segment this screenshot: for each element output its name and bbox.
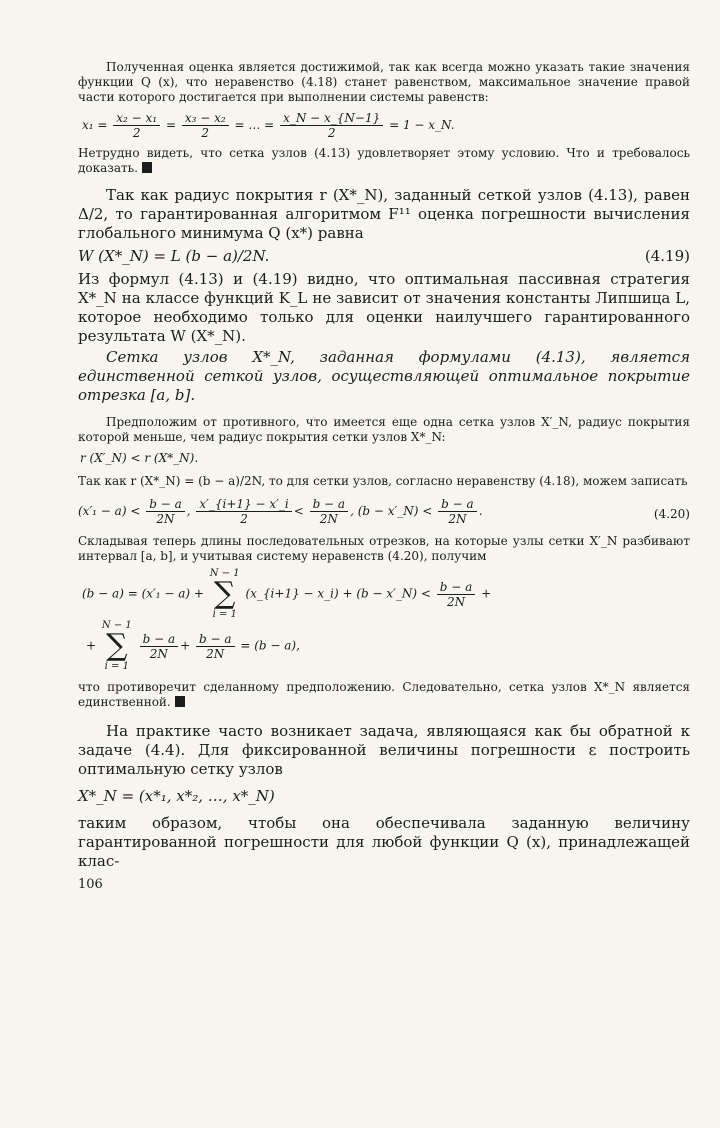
eq5-lhs: (b − a) = (x′₁ − a) + [82,586,204,601]
eq1-frac-3 [280,111,383,140]
eq4-frac-2-den: 2 [240,512,248,526]
eq4-frac-1-num: b − a [146,497,185,512]
equation-radius-ineq: r (X′_N) < r (X*_N). [80,451,199,465]
paragraph-optimal-strategy: Из формул (4.13) и (4.19) видно, что оптимальная пассивная стратегия X*_N на классе функций K_L не зависит от значения константы Липшица L, которое необходимо только для оценки наилучшего гарантированного результата W (X*_N). [78,270,690,345]
eq5-frac [437,580,476,609]
eq6-frac-1 [140,632,179,661]
eq6-frac-2-den: 2N [206,646,225,661]
eq1-frac-3-num: x_N − x_{N−1} [280,111,383,126]
paragraph-summing: Складывая теперь длины последовательных отрезков, на которые узлы сетки X′_N разбивают интервал [a, b], и учитывая систему неравенств (4.20), получим [78,534,690,563]
eq6-frac-1-den: 2N [149,646,168,661]
eq1-frac-2-num: x₃ − x₂ [182,111,229,126]
eq1-frac-1-num: x₂ − x₁ [113,111,160,126]
eq4-frac-4 [438,497,477,526]
paragraph-continuation: таким образом, чтобы она обеспечивала заданную величину гарантированной погрешности для любой функции Q (x), принадлежащей клас- [78,814,690,870]
paragraph-coverage-radius: Так как радиус покрытия r (X*_N), заданный сеткой узлов (4.13), равен Δ/2, то гарантированная алгоритмом F¹¹ оценка погрешности вычисления глобального минимума Q (x*) равна [78,186,690,242]
equation-sum-2: + N − 1 ∑ i = 1 $\frac{b - a}{2N}$ + $\frac{b - a}{2N}$ = (b − a), [86,620,300,672]
page-number: 106 [78,877,103,892]
eq4-frac-3-num: b − a [310,497,349,512]
eq5-frac-den: 2N [446,594,466,609]
book-page [78,60,690,892]
eq4-number: (4.20) [653,507,690,521]
eq1-frac-2-den: 2 [201,126,210,140]
eq4-part-4: (b − x′_N) < [357,504,433,518]
eq1-frac-2 [182,111,229,140]
eq6-rhs: = (b − a), [240,638,300,653]
paragraph-since: Так как r (X*_N) = (b − a)/2N, то для сетки узлов, согласно неравенству (4.18), можем записать [78,474,688,488]
paragraph-suppose: Предположим от противного, что имеется еще одна сетка узлов X′_N, радиус покрытия которой меньше, чем радиус покрытия сетки узлов X*_N: [78,415,690,444]
qed-square-icon [175,696,185,707]
equation-4-20: (x′₁ − a) < $\frac{b - a}{2N}$ , $\frac{x'\_\{i+1\} - x'\_i}{2}$ < $\frac{b - a}{2N}$ , (b − x′_N) < $\frac{b - a}{2N}$ . (4.20) [78,497,690,526]
sum1-top: N − 1 [209,568,240,579]
sigma-symbol-2: N − 1 ∑ i = 1 [101,620,132,672]
sum1-bottom: i = 1 [212,609,237,620]
eq4-frac-1 [146,497,185,526]
eq1-frac-1-den: 2 [132,126,141,140]
proof-end-text: Нетрудно видеть, что сетка узлов (4.13) удовлетворяет этому условию. Что и требовалось доказать. [78,146,690,175]
eq6-frac-1-num: b − a [140,632,179,647]
eq6-plus: + [86,638,97,653]
eq4-frac-3-den: 2N [319,512,338,526]
eq5-frac-num: b − a [437,580,476,595]
eq1-frac-1 [113,111,160,140]
sum2-top: N − 1 [101,620,132,631]
equation-sum-1 [82,568,690,620]
equation-optimal-grid: X*_N = (x*₁, x*₂, …, x*_N) [78,787,275,805]
eq2-number: (4.19) [644,247,690,265]
contradiction-text: что противоречит сделанному предположению. Следовательно, сетка узлов X*_N является единственной. [78,680,690,709]
paragraph-proof-end [78,146,690,176]
eq1-frac-3-den: 2 [327,126,336,140]
sum2-bottom: i = 1 [104,661,129,672]
paragraph-contradiction [78,680,690,710]
eq4-frac-2 [196,497,291,526]
eq6-frac-2-num: b − a [196,632,235,647]
eq5-term: (x_{i+1} − x_i) + (b − x′_N) < [245,586,431,601]
equation-equalities: x₁ = $\frac{\text{x₂ − x₁}}{2}$ = $\frac{\text{x₃ − x₂}}{2}$ = … = $\frac{x\_N - x\_\{N-1\}}{2}$ = 1 − x_N. [82,111,455,140]
eq4-frac-2-num: x′_{i+1} − x′_i [196,497,291,512]
paragraph-proof-claim: Полученная оценка является достижимой, так как всегда можно указать такие значения функции Q (x), что неравенство (4.18) станет равенством, максимальное значение правой части которого достигается при выполнении системы равенств: [78,60,690,104]
paragraph-inverse-problem: На практике часто возникает задача, являющаяся как бы обратной к задаче (4.4). Для фиксированной величины погрешности ε построить оптимальную сетку узлов [78,722,690,778]
eq4-frac-4-den: 2N [448,512,467,526]
eq5-plus: + [481,586,492,601]
qed-square-icon [142,162,152,173]
eq4-part-1: (x′₁ − a) < [78,504,141,518]
eq4-frac-1-den: 2N [156,512,175,526]
paragraph-theorem-uniqueness: Сетка узлов X*_N, заданная формулами (4.13), является единственной сеткой узлов, осуществляющей оптимальное покрытие отрезка [a, b]. [78,348,690,404]
eq1-lhs: x₁ = [82,118,108,132]
eq4-frac-4-num: b − a [438,497,477,512]
sigma-symbol-1: N − 1 ∑ i = 1 [209,568,240,620]
eq1-dots: = … = [234,118,275,132]
eq1-rhs: = 1 − x_N. [389,118,455,132]
eq2-expr: W (X*_N) = L (b − a)/2N. [78,247,270,265]
equation-4-19 [78,247,690,266]
eq4-frac-3 [310,497,349,526]
eq6-frac-2 [196,632,235,661]
